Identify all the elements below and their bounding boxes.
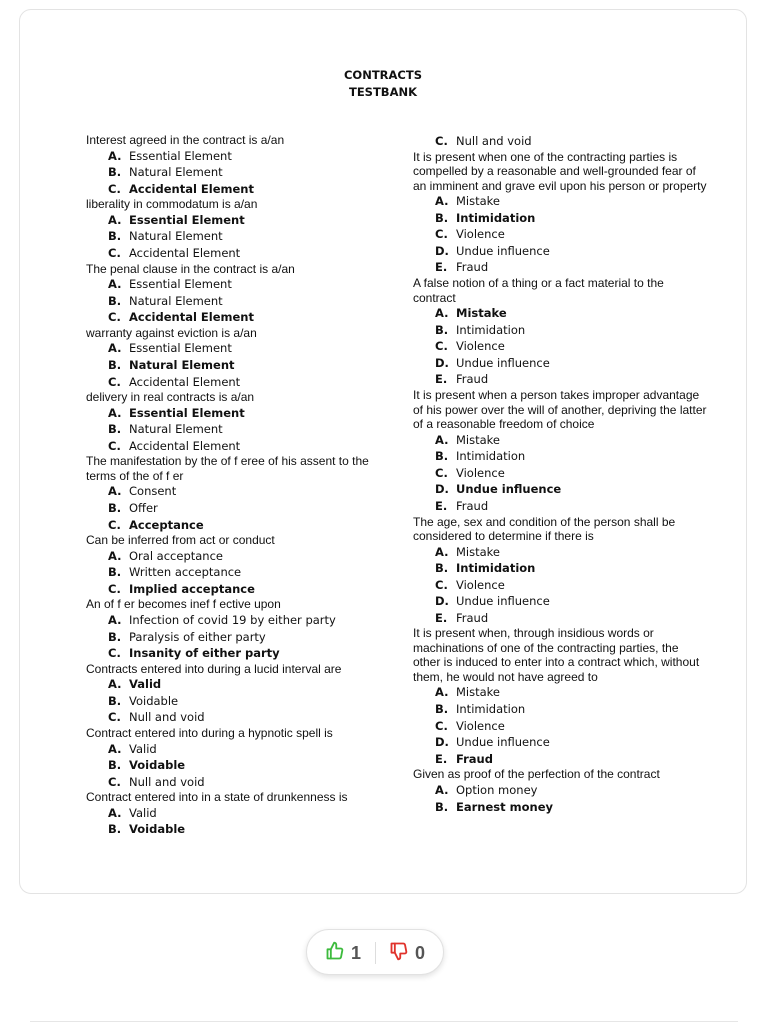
question-text: A false notion of a thing or a fact material to the contract [413, 276, 664, 305]
option-letter: E. [435, 260, 448, 275]
option-text: Intimidation [456, 210, 536, 225]
option-letter: B. [108, 357, 122, 372]
option-text: Valid [129, 677, 162, 692]
option-text: Essential Element [129, 212, 245, 227]
option-letter: A. [435, 544, 449, 559]
answer-option [413, 448, 709, 465]
option-text: Undue influence [456, 482, 562, 497]
option-text: Intimidation [456, 702, 526, 717]
answer-option [86, 276, 386, 293]
vote-widget [306, 929, 444, 975]
answer-option-correct [86, 517, 386, 534]
option-letter: A. [108, 212, 122, 227]
option-text: Violence [456, 577, 505, 592]
option-letter: B. [108, 693, 122, 708]
left-column [86, 133, 386, 838]
option-letter: C. [108, 517, 121, 532]
question-text: It is present when a person takes improper advantage of his power over the will of another, depriving the latter of a reasonable freedom of choice [413, 388, 707, 432]
option-letter: D. [435, 735, 449, 750]
thumbs-down-button[interactable] [389, 930, 425, 976]
option-text: Essential Element [129, 148, 232, 163]
option-text: Violence [456, 339, 505, 354]
option-text: Option money [456, 782, 538, 797]
option-text: Voidable [129, 693, 179, 708]
document-title [20, 67, 746, 101]
option-text: Natural Element [129, 229, 223, 244]
option-text: Intimidation [456, 449, 526, 464]
question-text: Given as proof of the perfection of the contract [413, 767, 660, 782]
answer-option [86, 805, 386, 822]
option-text: Mistake [456, 685, 500, 700]
option-letter: C. [108, 245, 121, 260]
option-text: Undue influence [456, 355, 550, 370]
answer-option [86, 164, 386, 181]
answer-option [413, 718, 709, 735]
answer-option [413, 338, 709, 355]
option-text: Fraud [456, 610, 489, 625]
answer-option-correct [86, 357, 386, 374]
option-text: Valid [129, 741, 157, 756]
option-text: Fraud [456, 372, 489, 387]
option-text: Implied acceptance [129, 581, 255, 596]
answer-option-correct [413, 481, 709, 498]
right-column [413, 133, 709, 815]
option-letter: C. [435, 718, 448, 733]
question-text: delivery in real contracts is a/an [86, 390, 255, 405]
option-letter: B. [435, 561, 449, 576]
answer-option [413, 498, 709, 515]
answer-option-correct [86, 757, 386, 774]
option-text: Essential Element [129, 405, 245, 420]
option-letter: E. [435, 610, 448, 625]
document-page [19, 9, 747, 894]
answer-option [86, 709, 386, 726]
option-text: Infection of covid 19 by either party [129, 612, 336, 627]
option-text: Accidental Element [129, 438, 241, 453]
option-text: Violence [456, 227, 505, 242]
answer-option [413, 782, 709, 799]
question-text: It is present when, through insidious words or machinations of one of the contracting parties, the other is induced to enter into a contract which, without them, he would not have agreed to [413, 626, 700, 684]
option-letter: D. [435, 243, 449, 258]
answer-option [86, 245, 386, 262]
option-letter: C. [108, 581, 121, 596]
option-text: Fraud [456, 498, 489, 513]
option-letter: C. [108, 646, 121, 661]
option-text: Accidental Element [129, 310, 254, 325]
title-line-2: TESTBANK [348, 85, 418, 99]
option-letter: E. [435, 372, 448, 387]
option-text: Fraud [456, 260, 489, 275]
option-letter: B. [108, 422, 122, 437]
question-text: The manifestation by the of f eree of his assent to the terms of the of f er [86, 454, 369, 483]
option-letter: C. [108, 438, 121, 453]
answer-option-correct [86, 309, 386, 326]
option-letter: A. [435, 685, 449, 700]
option-text: Intimidation [456, 322, 526, 337]
question-text: Can be inferred from act or conduct [86, 533, 275, 548]
answer-option [86, 612, 386, 629]
question-text: An of f er becomes inef f ective upon [86, 597, 281, 612]
answer-option-correct [86, 645, 386, 662]
answer-option-correct [86, 676, 386, 693]
answer-option [86, 374, 386, 391]
option-letter: A. [435, 306, 449, 321]
option-letter: C. [435, 134, 448, 148]
question-text: It is present when one of the contracting parties is compelled by a reasonable and well-grounded fear of an imminent and grave evil upon his person or property [413, 149, 707, 193]
option-letter: D. [435, 355, 449, 370]
answer-option-correct [413, 560, 709, 577]
option-letter: A. [108, 548, 122, 563]
question-text: The age, sex and condition of the person shall be considered to determine if there is [413, 514, 676, 543]
answer-option [413, 465, 709, 482]
answer-option [86, 340, 386, 357]
option-letter: B. [108, 822, 122, 837]
option-text: Accidental Element [129, 181, 254, 196]
answer-option [413, 610, 709, 627]
answer-option [86, 564, 386, 581]
option-letter: C. [435, 465, 448, 480]
vote-divider [375, 942, 376, 964]
option-letter: B. [108, 758, 122, 773]
option-text: Acceptance [129, 517, 204, 532]
question-text: Contracts entered into during a lucid interval are [86, 661, 342, 676]
option-text: Violence [456, 465, 505, 480]
answer-option-correct [413, 799, 709, 816]
answer-option-correct [413, 751, 709, 768]
answer-option [413, 133, 709, 150]
option-letter: A. [108, 148, 122, 163]
answer-option [413, 701, 709, 718]
answer-option [86, 693, 386, 710]
thumbs-up-button[interactable] [325, 930, 361, 976]
answer-option [86, 500, 386, 517]
answer-option [413, 593, 709, 610]
option-letter: B. [108, 565, 122, 580]
option-text: Null and void [456, 134, 532, 148]
answer-option-correct [86, 181, 386, 198]
thumbs-up-icon [325, 941, 345, 966]
answer-option-correct [413, 210, 709, 227]
bottom-divider [30, 1021, 738, 1022]
answer-option [413, 355, 709, 372]
answer-option [413, 577, 709, 594]
option-text: Fraud [456, 751, 493, 766]
option-text: Natural Element [129, 422, 223, 437]
option-text: Undue influence [456, 735, 550, 750]
option-text: Natural Element [129, 293, 223, 308]
answer-option [86, 148, 386, 165]
option-letter: C. [108, 774, 121, 789]
option-letter: D. [435, 482, 449, 497]
thumbs-down-count: 0 [415, 942, 426, 963]
option-letter: B. [435, 702, 449, 717]
answer-option-correct [86, 821, 386, 838]
option-letter: B. [435, 799, 449, 814]
answer-option [86, 774, 386, 791]
option-text: Natural Element [129, 357, 235, 372]
answer-option [413, 226, 709, 243]
question-text: Interest agreed in the contract is a/an [86, 133, 285, 147]
option-letter: A. [108, 612, 122, 627]
option-text: Valid [129, 805, 157, 820]
option-letter: A. [108, 741, 122, 756]
answer-option-correct [86, 581, 386, 598]
answer-option [413, 734, 709, 751]
option-text: Accidental Element [129, 245, 241, 260]
option-text: Intimidation [456, 561, 536, 576]
option-letter: C. [108, 181, 121, 196]
option-letter: A. [435, 782, 449, 797]
thumbs-down-icon [389, 941, 409, 966]
option-letter: C. [108, 310, 121, 325]
option-text: Offer [129, 501, 158, 515]
answer-option [86, 228, 386, 245]
answer-option [413, 322, 709, 339]
option-letter: A. [108, 484, 122, 499]
answer-option-correct [86, 405, 386, 422]
option-text: Oral acceptance [129, 548, 223, 563]
answer-option-correct [413, 305, 709, 322]
option-text: Paralysis of either party [129, 629, 266, 644]
option-letter: A. [108, 405, 122, 420]
option-letter: C. [435, 577, 448, 592]
option-letter: A. [108, 805, 122, 820]
option-text: Voidable [129, 758, 186, 773]
option-text: Voidable [129, 822, 186, 837]
answer-option [86, 483, 386, 500]
option-letter: A. [108, 677, 122, 692]
answer-option [86, 293, 386, 310]
answer-option [413, 371, 709, 388]
answer-option [413, 259, 709, 276]
option-text: Undue influence [456, 243, 550, 258]
question-text: warranty against eviction is a/an [86, 325, 257, 340]
option-letter: E. [435, 498, 448, 513]
option-text: Violence [456, 718, 505, 733]
option-text: Mistake [456, 194, 500, 209]
question-text: liberality in commodatum is a/an [86, 197, 258, 212]
option-text: Undue influence [456, 594, 550, 609]
option-text: Mistake [456, 432, 500, 447]
answer-option [413, 684, 709, 701]
option-letter: B. [108, 501, 122, 515]
option-text: Essential Element [129, 277, 232, 292]
answer-option [413, 544, 709, 561]
option-letter: A. [108, 341, 122, 356]
option-text: Insanity of either party [129, 646, 280, 661]
answer-option [86, 548, 386, 565]
option-letter: B. [108, 293, 122, 308]
option-letter: B. [108, 629, 122, 644]
option-text: Consent [129, 484, 177, 499]
option-text: Written acceptance [129, 565, 242, 580]
option-text: Mistake [456, 306, 507, 321]
option-text: Accidental Element [129, 374, 241, 389]
option-letter: C. [435, 227, 448, 242]
answer-option [413, 193, 709, 210]
answer-option [86, 741, 386, 758]
option-letter: B. [435, 322, 449, 337]
answer-option [86, 438, 386, 455]
question-text: The penal clause in the contract is a/an [86, 261, 295, 276]
option-text: Natural Element [129, 165, 223, 180]
answer-option [86, 629, 386, 646]
option-letter: B. [108, 165, 122, 180]
option-letter: B. [435, 210, 449, 225]
answer-option-correct [86, 212, 386, 229]
option-text: Essential Element [129, 341, 232, 356]
option-text: Null and void [129, 710, 205, 725]
answer-option [86, 421, 386, 438]
option-text: Mistake [456, 544, 500, 559]
question-text: Contract entered into during a hypnotic spell is [86, 726, 333, 741]
option-letter: E. [435, 751, 448, 766]
answer-option [413, 432, 709, 449]
option-text: Earnest money [456, 799, 553, 814]
option-letter: A. [435, 432, 449, 447]
option-letter: C. [108, 374, 121, 389]
option-letter: B. [435, 449, 449, 464]
option-letter: C. [108, 710, 121, 725]
option-letter: C. [435, 339, 448, 354]
option-letter: A. [435, 194, 449, 209]
option-letter: A. [108, 277, 122, 292]
question-text: Contract entered into in a state of drunkenness is [86, 790, 348, 805]
option-letter: B. [108, 229, 122, 244]
answer-option [413, 243, 709, 260]
option-text: Null and void [129, 774, 205, 789]
thumbs-up-count: 1 [351, 942, 362, 963]
title-line-1: CONTRACTS [343, 68, 422, 82]
option-letter: D. [435, 594, 449, 609]
